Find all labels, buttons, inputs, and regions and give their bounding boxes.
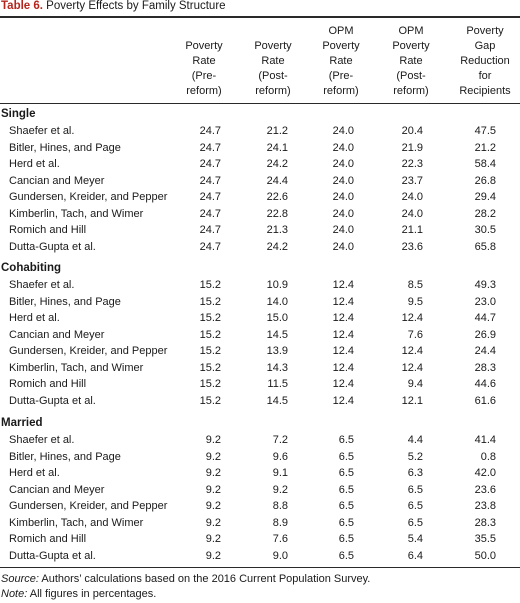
column-header-line: for	[478, 70, 492, 82]
table-cell: 15.2	[199, 328, 221, 341]
table-cell: 47.5	[474, 125, 496, 137]
column-header-line: Poverty	[185, 40, 223, 52]
column-header-line: Poverty	[392, 40, 430, 52]
group-label: Single	[1, 108, 36, 120]
table-label: Table 6.	[1, 0, 43, 12]
column-header	[241, 24, 305, 100]
group-label: Married	[1, 417, 43, 429]
table-cell: 50.0	[474, 549, 496, 562]
table-cell: 6.5	[338, 516, 354, 529]
column-header-line: Rate	[399, 55, 423, 67]
study-name: Cancian and Meyer	[9, 483, 105, 496]
table-cell: 15.2	[199, 345, 221, 357]
table-row	[0, 296, 520, 312]
table-cell: 24.0	[332, 125, 354, 137]
table-cell: 7.6	[272, 533, 288, 545]
table-row	[0, 362, 520, 378]
table-cell: 24.7	[199, 224, 221, 236]
table-cell: 15.2	[199, 378, 221, 390]
study-name: Gundersen, Kreider, and Pepper	[9, 191, 168, 203]
table-cell: 42.0	[474, 467, 496, 479]
study-name: Herd et al.	[9, 158, 60, 170]
study-name: Romich and Hill	[9, 533, 87, 545]
table-cell: 21.2	[266, 125, 288, 137]
table-cell: 15.2	[199, 361, 221, 374]
table-cell: 28.3	[474, 361, 496, 374]
column-header-line: Poverty	[322, 40, 360, 52]
study-name: Gundersen, Kreider, and Pepper	[9, 345, 168, 357]
table-cell: 20.4	[401, 125, 423, 137]
table-row	[0, 279, 520, 295]
table-cell: 9.2	[205, 467, 221, 479]
table-cell: 14.5	[266, 394, 288, 407]
table-cell: 28.2	[474, 207, 496, 220]
table-cell: 12.4	[332, 295, 354, 308]
table-cell: 24.0	[332, 158, 354, 170]
table-cell: 44.6	[474, 378, 496, 390]
table-cell: 22.8	[266, 207, 288, 220]
footnote	[1, 588, 156, 600]
table-cell: 6.5	[338, 434, 354, 446]
table-cell: 24.4	[474, 345, 496, 357]
table-cell: 28.3	[474, 516, 496, 529]
column-header-line: reform)	[186, 85, 222, 97]
table-cell: 12.4	[332, 394, 354, 407]
table-cell: 15.2	[199, 295, 221, 308]
table-cell: 8.8	[272, 500, 288, 512]
bottom-rule	[0, 567, 520, 568]
column-header	[379, 24, 443, 100]
table-cell: 6.5	[407, 483, 423, 496]
header-rule	[0, 103, 520, 104]
column-header-line: (Post-	[258, 70, 288, 82]
table-cell: 14.3	[266, 361, 288, 374]
study-name: Shaefer et al.	[9, 279, 75, 291]
table-cell: 12.1	[401, 394, 423, 407]
table-cell: 24.1	[266, 141, 288, 154]
table-cell: 9.2	[205, 483, 221, 496]
table-cell: 26.9	[474, 328, 496, 341]
table-row	[0, 500, 520, 516]
table-title	[1, 0, 226, 12]
table-row	[0, 451, 520, 467]
table-cell: 12.4	[332, 345, 354, 357]
source-text: Authors’ calculations based on the 2016 Current Population Survey.	[38, 573, 371, 585]
table-cell: 10.9	[266, 279, 288, 291]
column-header-line: (Post-	[396, 70, 426, 82]
table-cell: 9.2	[205, 533, 221, 545]
column-header-line: Reduction	[460, 55, 510, 67]
table-cell: 21.3	[266, 224, 288, 236]
table-cell: 23.6	[474, 483, 496, 496]
note-label: Note:	[1, 588, 28, 600]
table-cell: 24.2	[266, 240, 288, 253]
table-cell: 30.5	[474, 224, 496, 236]
table-cell: 24.0	[332, 141, 354, 154]
table-cell: 12.4	[332, 378, 354, 390]
column-header-line: (Pre-	[328, 70, 354, 82]
table-cell: 12.4	[332, 279, 354, 291]
study-name: Gundersen, Kreider, and Pepper	[9, 500, 168, 512]
study-name: Kimberlin, Tach, and Wimer	[9, 207, 144, 220]
table-cell: 5.4	[407, 533, 423, 545]
table-cell: 12.4	[401, 361, 423, 374]
table-cell: 5.2	[407, 450, 423, 463]
table-cell: 9.2	[205, 549, 221, 562]
study-name: Herd et al.	[9, 312, 60, 324]
table-cell: 24.7	[199, 174, 221, 187]
table-cell: 9.2	[205, 434, 221, 446]
table-cell: 9.2	[205, 500, 221, 512]
table-cell: 24.7	[199, 125, 221, 137]
column-header-line: Rate	[329, 55, 353, 67]
table-row	[0, 345, 520, 361]
table-row	[0, 208, 520, 224]
table-row	[0, 175, 520, 191]
table-cell: 15.0	[266, 312, 288, 324]
table-cell: 24.7	[199, 158, 221, 170]
column-header-line: (Pre-	[191, 70, 217, 82]
column-header-line: OPM	[398, 25, 424, 37]
table-cell: 9.6	[272, 450, 288, 463]
note-text: All figures in percentages.	[27, 588, 157, 600]
table-cell: 15.2	[199, 312, 221, 324]
table-cell: 24.2	[266, 158, 288, 170]
table-title-text: Poverty Effects by Family Structure	[46, 0, 226, 12]
column-header-line: Poverty	[466, 25, 504, 37]
table-cell: 12.4	[332, 312, 354, 324]
table-cell: 11.5	[267, 378, 288, 390]
table-cell: 21.2	[474, 141, 496, 154]
table-cell: 15.2	[199, 394, 221, 407]
table-cell: 35.5	[474, 533, 496, 545]
table-cell: 7.6	[407, 328, 423, 341]
table-cell: 24.0	[401, 191, 423, 203]
table-cell: 21.9	[401, 141, 423, 154]
table-cell: 22.3	[401, 158, 423, 170]
study-name: Cancian and Meyer	[9, 328, 105, 341]
table-cell: 22.6	[266, 191, 288, 203]
column-header	[309, 24, 373, 100]
study-name: Bitler, Hines, and Page	[9, 141, 121, 154]
table-cell: 6.5	[407, 516, 423, 529]
table-cell: 4.4	[407, 434, 423, 446]
table-cell: 9.2	[272, 483, 288, 496]
table-row	[0, 467, 520, 483]
table-cell: 24.0	[332, 191, 354, 203]
table-cell: 0.8	[480, 450, 496, 463]
column-header-line: OPM	[328, 25, 354, 37]
table-cell: 6.3	[407, 467, 423, 479]
table-cell: 24.7	[199, 207, 221, 220]
table-cell: 12.4	[332, 328, 354, 341]
column-header	[172, 24, 236, 100]
table-row	[0, 142, 520, 158]
top-rule	[0, 16, 520, 18]
table-cell: 24.7	[199, 191, 221, 203]
table-cell: 58.4	[474, 158, 496, 170]
table-cell: 7.2	[272, 434, 288, 446]
table-cell: 21.1	[401, 224, 423, 236]
group-label: Cohabiting	[1, 262, 62, 274]
table-cell: 6.5	[338, 549, 354, 562]
study-name: Dutta-Gupta et al.	[9, 240, 96, 253]
table-row	[0, 158, 520, 174]
table-cell: 12.4	[401, 345, 423, 357]
table-row	[0, 533, 520, 549]
table-cell: 9.0	[272, 549, 288, 562]
table-cell: 23.7	[401, 174, 423, 187]
column-header-line: reform)	[393, 85, 429, 97]
table-cell: 14.5	[266, 328, 288, 341]
table-row	[0, 329, 520, 345]
table-cell: 6.5	[338, 483, 354, 496]
table-row	[0, 125, 520, 141]
table-cell: 26.8	[474, 174, 496, 187]
column-header-line: Poverty	[254, 40, 292, 52]
table-cell: 44.7	[474, 312, 496, 324]
table-cell: 24.7	[199, 141, 221, 154]
column-header-line: reform)	[323, 85, 359, 97]
table-cell: 24.0	[332, 174, 354, 187]
table-row	[0, 550, 520, 566]
study-name: Bitler, Hines, and Page	[9, 450, 121, 463]
table-cell: 24.0	[332, 224, 354, 236]
column-header-line: reform)	[255, 85, 291, 97]
source-note	[1, 573, 370, 585]
table-cell: 23.6	[401, 240, 423, 253]
table-row	[0, 241, 520, 257]
table-cell: 41.4	[474, 434, 496, 446]
table-row	[0, 224, 520, 240]
study-name: Kimberlin, Tach, and Wimer	[9, 516, 144, 529]
table-cell: 65.8	[474, 240, 496, 253]
table-cell: 24.7	[199, 240, 221, 253]
column-header	[450, 24, 520, 100]
table-cell: 23.8	[474, 500, 496, 512]
table-cell: 49.3	[474, 279, 496, 291]
table-cell: 6.5	[338, 450, 354, 463]
column-header-line: Gap	[474, 40, 496, 52]
table-cell: 9.2	[205, 450, 221, 463]
table-cell: 9.5	[407, 295, 423, 308]
table-cell: 9.4	[407, 378, 423, 390]
table-cell: 15.2	[199, 279, 221, 291]
table-cell: 8.9	[272, 516, 288, 529]
study-name: Shaefer et al.	[9, 125, 75, 137]
table-cell: 13.9	[266, 345, 288, 357]
source-label: Source:	[1, 573, 39, 585]
table-cell: 8.5	[407, 279, 423, 291]
table-cell: 6.5	[338, 533, 354, 545]
study-name: Bitler, Hines, and Page	[9, 295, 121, 308]
table-cell: 12.4	[332, 361, 354, 374]
column-header-line: Rate	[261, 55, 285, 67]
column-header-line: Rate	[192, 55, 216, 67]
table-cell: 29.4	[474, 191, 496, 203]
study-name: Cancian and Meyer	[9, 174, 105, 187]
table-row	[0, 312, 520, 328]
table-cell: 23.0	[474, 295, 496, 308]
study-name: Shaefer et al.	[9, 434, 75, 446]
table-cell: 6.5	[407, 500, 423, 512]
table-cell: 14.0	[266, 295, 288, 308]
table-cell: 6.4	[407, 549, 423, 562]
table-row	[0, 378, 520, 394]
table-cell: 12.4	[401, 312, 423, 324]
study-name: Romich and Hill	[9, 224, 87, 236]
table-cell: 6.5	[338, 467, 354, 479]
study-name: Dutta-Gupta et al.	[9, 394, 96, 407]
study-name: Herd et al.	[9, 467, 60, 479]
table-cell: 24.0	[332, 207, 354, 220]
study-name: Romich and Hill	[9, 378, 87, 390]
column-header-line: Recipients	[459, 85, 511, 97]
study-name: Dutta-Gupta et al.	[9, 549, 96, 562]
table-cell: 24.0	[401, 207, 423, 220]
study-name: Kimberlin, Tach, and Wimer	[9, 361, 144, 374]
table-cell: 6.5	[338, 500, 354, 512]
table-row	[0, 517, 520, 533]
table-row	[0, 395, 520, 411]
table-cell: 24.0	[332, 240, 354, 253]
table-cell: 9.2	[205, 516, 221, 529]
table-cell: 9.1	[272, 467, 288, 479]
table-cell: 24.4	[266, 174, 288, 187]
table-row	[0, 434, 520, 450]
table-row	[0, 191, 520, 207]
table-row	[0, 484, 520, 500]
table-cell: 61.6	[474, 394, 496, 407]
